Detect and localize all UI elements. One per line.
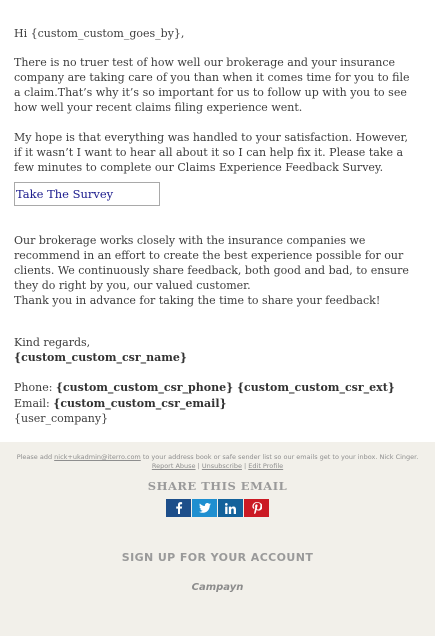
report-abuse-link[interactable]: Report Abuse [151, 462, 196, 470]
email-footer [0, 442, 435, 636]
share-title: SHARE THIS EMAIL [147, 479, 288, 493]
brokerage-paragraph: Our brokerage works closely with the insurance companies we recommend in an effort to create the best experience possible for our clients. We continuously share feedback, both good and bad, to ensure they do right by you, our valued customer. [14, 234, 409, 292]
intro-paragraph: There is no truer test of how well our brokerage and your insurance company are taking care of you than when it comes time for you to file a claim.That’s why it’s so important for us to follow up with you to see how well your recent claims filing experience went. [14, 56, 410, 114]
phone-label: Phone: [14, 381, 56, 394]
unsubscribe-link[interactable]: Unsubscribe [201, 462, 242, 470]
linkedin-icon [225, 503, 236, 514]
signature-closing: Kind regards, [14, 336, 91, 349]
email-value: {custom_custom_csr_email} [53, 397, 227, 410]
greeting: Hi {custom_custom_goes_by}, [14, 27, 185, 40]
edit-profile-link[interactable]: Edit Profile [248, 462, 284, 470]
linkedin-share-button[interactable] [218, 499, 243, 517]
signature-phone [14, 380, 419, 395]
signup-link[interactable]: SIGN UP FOR YOUR ACCOUNT [121, 551, 314, 564]
signature-csr-name: {custom_custom_csr_name} [14, 351, 187, 364]
twitter-icon [199, 503, 211, 513]
signature-email [14, 396, 419, 411]
take-survey-button[interactable]: Take The Survey [14, 182, 160, 206]
social-share-buttons [166, 499, 269, 517]
facebook-icon [175, 502, 183, 514]
pinterest-icon [252, 502, 262, 514]
sender-notice: Please add nick+ukadmin@iterro.com to your address book or safe sender list so our emails get to your inbox. Nick Cinger. Report Abuse | Unsubscribe | Edit Profile [16, 453, 419, 470]
signature-company: {user_company} [14, 412, 109, 425]
pinterest-share-button[interactable] [244, 499, 269, 517]
request-paragraph: My hope is that everything was handled to your satisfaction. However, if it wasn’t I want to hear all about it so I can help fix it. Please take a few minutes to complete our Claims Experience Feedback Survey. [14, 131, 409, 174]
twitter-share-button[interactable] [192, 499, 217, 517]
email-label: Email: [14, 397, 54, 410]
facebook-share-button[interactable] [166, 499, 191, 517]
campayn-logo[interactable]: Campayn [191, 582, 244, 593]
thank-you-paragraph: Thank you in advance for taking the time to share your feedback! [14, 294, 381, 307]
sender-email-link[interactable]: nick+ukadmin@iterro.com [54, 453, 141, 461]
phone-value: {custom_custom_csr_phone} {custom_custom_csr_ext} [55, 381, 395, 394]
